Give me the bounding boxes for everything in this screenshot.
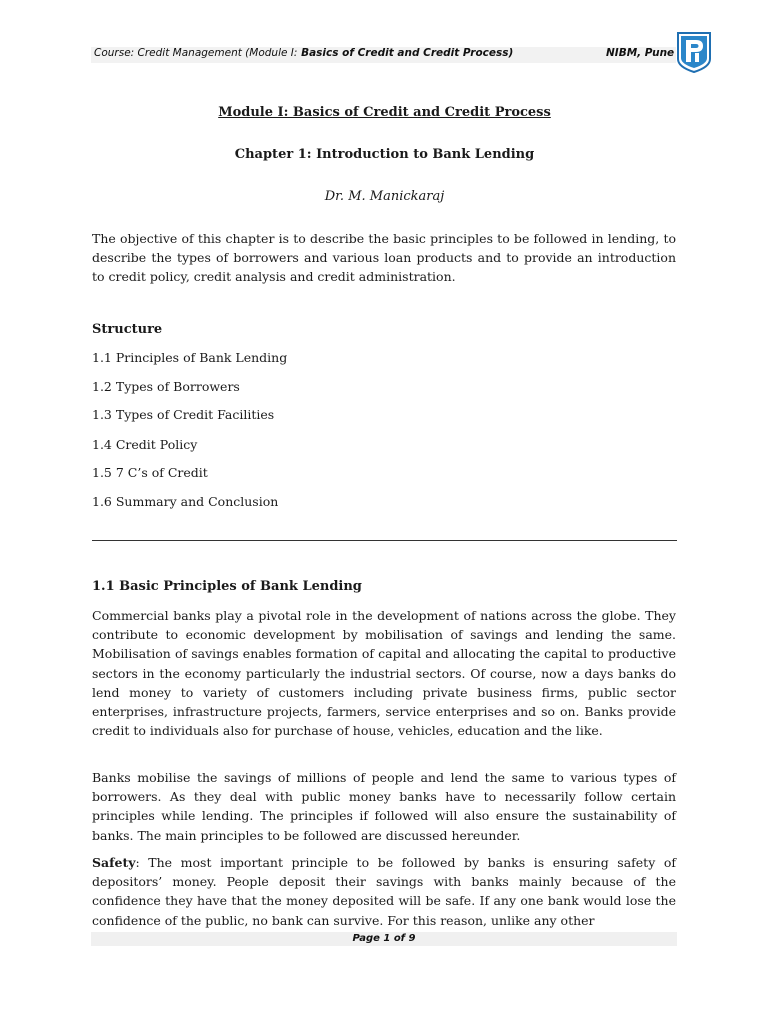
structure-item: 1.2 Types of Borrowers bbox=[92, 379, 240, 394]
course-header-prefix: Course: Credit Management (Module I: bbox=[94, 47, 298, 59]
safety-text: : The most important principle to be followed by banks is ensuring safety of depositors’ money. People deposit their savings with banks mainly because of the confidence they have that the money deposited will be safe. If any one bank would lose the confidence of the public, no bank can survive. For this reason, unlike any other bbox=[92, 855, 676, 928]
nibm-logo-icon bbox=[675, 31, 713, 73]
section-paragraph-2: Banks mobilise the savings of millions of people and lend the same to various types of borrowers. As they deal with public money banks have to necessarily follow certain principles while lending. The principles if followed will also ensure the sustainability of banks. The main principles to be followed are discussed hereunder. bbox=[92, 770, 676, 843]
structure-item: 1.6 Summary and Conclusion bbox=[92, 494, 279, 509]
section-paragraph-1: Commercial banks play a pivotal role in the development of nations across the globe. They contribute to economic development by mobilisation of savings and lending the same. Mobilisation of savings enables formation of capital and allocating the capital to productive sectors in the economy particularly the industrial sectors. Of course, now a days banks do lend money to variety of customers including private business firms, public sector enterprises, infrastructure projects, farmers, service enterprises and so on. Banks provide credit to individuals also for purchase of house, vehicles, education and the like. bbox=[92, 608, 676, 739]
author-name: Dr. M. Manickaraj bbox=[324, 189, 445, 204]
structure-item: 1.1 Principles of Bank Lending bbox=[92, 350, 288, 365]
section-heading: 1.1 Basic Principles of Bank Lending bbox=[92, 579, 362, 594]
structure-item: 1.4 Credit Policy bbox=[92, 437, 198, 452]
module-title: Module I: Basics of Credit and Credit Process bbox=[218, 105, 551, 120]
chapter-title: Chapter 1: Introduction to Bank Lending bbox=[234, 147, 535, 162]
objective-paragraph: The objective of this chapter is to describe the basic principles to be followed in lending, to describe the types of borrowers and various loan products and to provide an introduction to credit policy, credit analysis and credit administration. bbox=[92, 231, 676, 285]
page-number: Page 1 of 9 bbox=[352, 933, 416, 944]
course-header-suffix: Basics of Credit and Credit Process) bbox=[297, 47, 514, 59]
course-header bbox=[94, 47, 513, 59]
section-paragraph-3 bbox=[92, 853, 676, 930]
structure-item: 1.3 Types of Credit Facilities bbox=[92, 407, 275, 422]
structure-item: 1.5 7 C’s of Credit bbox=[92, 465, 208, 480]
institute-header: NIBM, Pune bbox=[606, 47, 675, 59]
structure-heading: Structure bbox=[92, 322, 163, 337]
section-divider bbox=[92, 540, 677, 541]
safety-label: Safety bbox=[92, 855, 136, 870]
